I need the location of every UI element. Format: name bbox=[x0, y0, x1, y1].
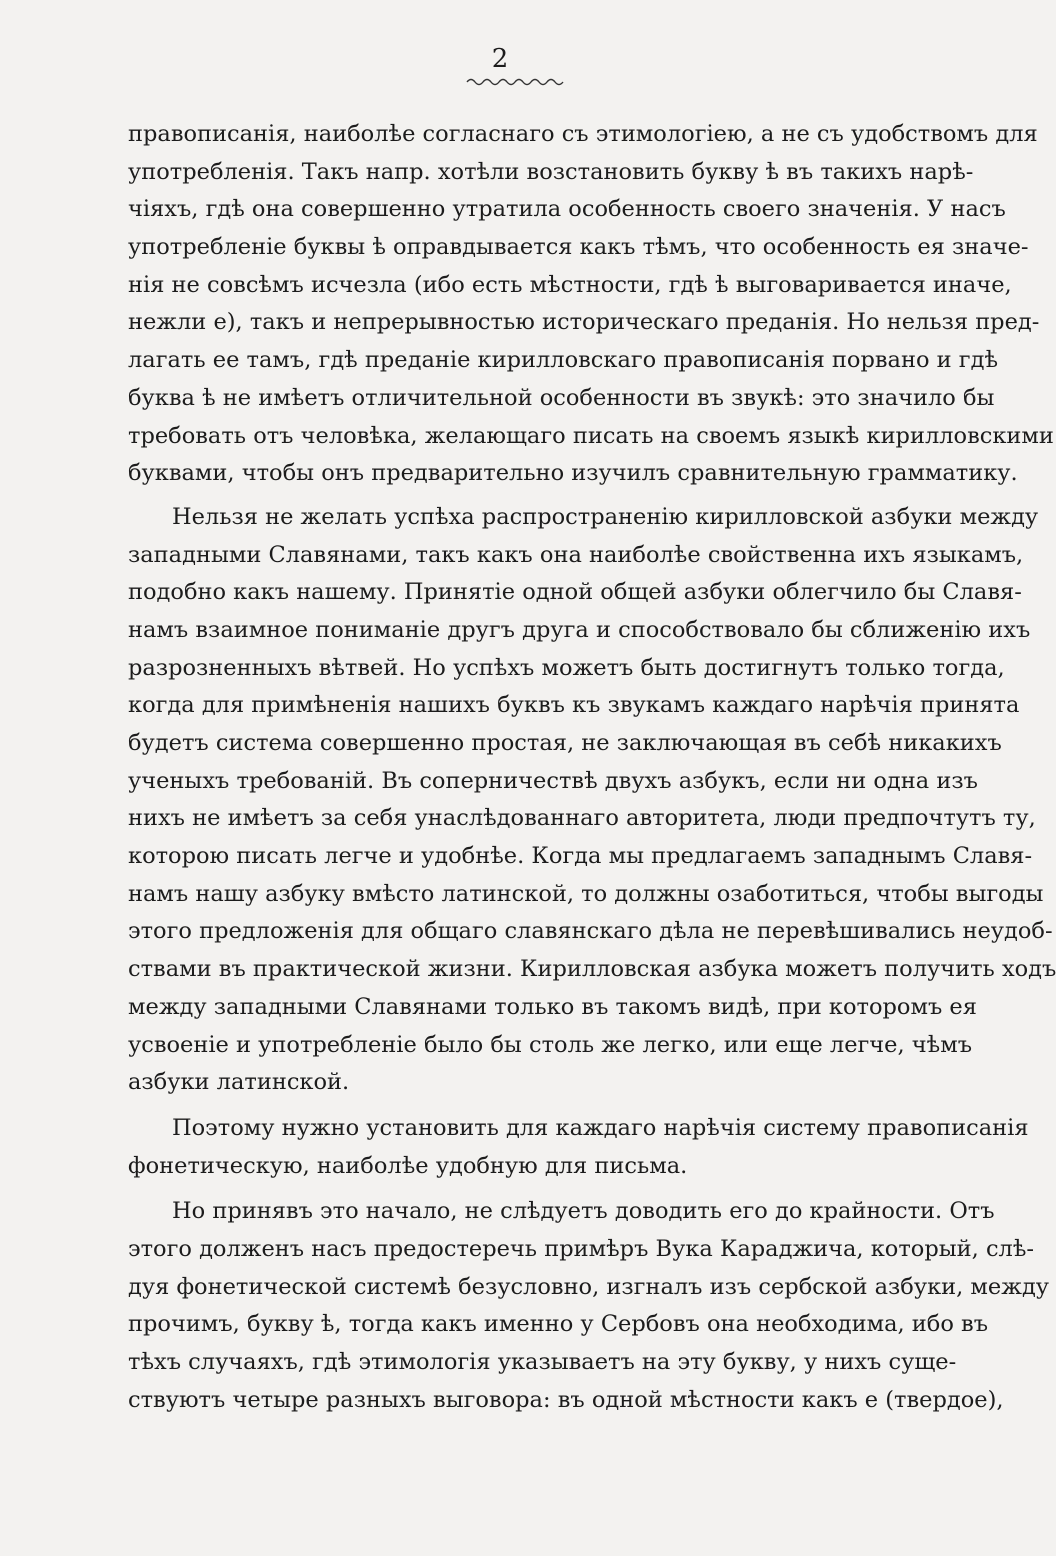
text-line: нежли е), такъ и непрерывностью историческаго преданія. Но нельзя пред- bbox=[128, 309, 1040, 336]
text-line: Поэтому нужно установить для каждаго нарѣчія систему правописанія bbox=[172, 1114, 1029, 1141]
paragraph-3 bbox=[128, 1110, 1029, 1185]
text-line: намъ нашу азбуку вмѣсто латинской, то должны озаботиться, чтобы выгоды bbox=[128, 880, 1044, 907]
text-line: дуя фонетической системѣ безусловно, изгналъ изъ сербской азбуки, между bbox=[128, 1273, 1050, 1300]
text-line: лагать ее тамъ, гдѣ преданіе кирилловскаго правописанія порвано и гдѣ bbox=[128, 347, 999, 374]
page-number: 2 bbox=[491, 44, 509, 74]
text-line: правописанія, наиболѣе согласнаго съ этимологіею, а не съ удобствомъ для bbox=[128, 121, 1038, 147]
text-line: западными Славянами, такъ какъ она наиболѣе свойственна ихъ языкамъ, bbox=[128, 541, 1024, 568]
text-line: этого долженъ насъ предостеречь примѣръ Вука Караджича, который, слѣ- bbox=[128, 1235, 1035, 1262]
text-line: буква ѣ не имѣетъ отличительной особенности въ звукѣ: это значило бы bbox=[128, 384, 995, 411]
paragraph-2 bbox=[128, 499, 1056, 1102]
text-line: употребленіе буквы ѣ оправдывается какъ тѣмъ, что особенность ея значе- bbox=[128, 234, 1029, 261]
text-line: между западными Славянами только въ такомъ видѣ, при которомъ ея bbox=[128, 993, 977, 1020]
body-text bbox=[128, 116, 1056, 1419]
text-line: Нельзя не желать успѣха распространенію кирилловской азбуки между bbox=[172, 503, 1039, 530]
text-line: азбуки латинской. bbox=[128, 1069, 350, 1096]
wavy-ornament-icon bbox=[465, 76, 565, 88]
text-line: которою писать легче и удобнѣе. Когда мы предлагаемъ западнымъ Славя- bbox=[128, 843, 1033, 870]
text-line: ствами въ практической жизни. Кирилловская азбука можетъ получить ходъ bbox=[128, 956, 1056, 983]
paragraph-4 bbox=[128, 1193, 1050, 1419]
text-line: прочимъ, букву ѣ, тогда какъ именно у Сербовъ она необходима, ибо въ bbox=[128, 1311, 989, 1338]
text-line: разрозненныхъ вѣтвей. Но успѣхъ можетъ быть достигнутъ только тогда, bbox=[128, 654, 1005, 681]
text-line: ствуютъ четыре разныхъ выговора: въ одной мѣстности какъ е (твердое), bbox=[128, 1386, 1004, 1413]
text-line: чіяхъ, гдѣ она совершенно утратила особенность своего значенія. У насъ bbox=[128, 196, 1006, 223]
text-line: буквами, чтобы онъ предварительно изучилъ сравнительную грамматику. bbox=[128, 460, 1018, 487]
text-line: употребленія. Такъ напр. хотѣли возстановить букву ѣ въ такихъ нарѣ- bbox=[128, 158, 974, 185]
paragraph-1 bbox=[128, 116, 1054, 493]
text-line: этого предложенія для общаго славянскаго дѣла не перевѣшивались неудоб- bbox=[128, 918, 1053, 945]
text-line: нихъ не имѣетъ за себя унаслѣдованнаго авторитета, люди предпочтутъ ту, bbox=[128, 805, 1036, 832]
text-line: усвоеніе и употребленіе было бы столь же легко, или еще легче, чѣмъ bbox=[128, 1031, 973, 1058]
text-line: требовать отъ человѣка, желающаго писать на своемъ языкѣ кирилловскими bbox=[128, 422, 1054, 449]
text-line: тѣхъ случаяхъ, гдѣ этимологія указываетъ на эту букву, у нихъ суще- bbox=[128, 1349, 957, 1375]
text-line: фонетическую, наиболѣе удобную для письма. bbox=[128, 1152, 688, 1179]
text-line: нія не совсѣмъ исчезла (ибо есть мѣстности, гдѣ ѣ выговаривается иначе, bbox=[128, 271, 1012, 298]
text-line: Но принявъ это начало, не слѣдуетъ доводить его до крайности. Отъ bbox=[172, 1198, 995, 1225]
text-line: будетъ система совершенно простая, не заключающая въ себѣ никакихъ bbox=[128, 730, 1002, 756]
text-line: когда для примѣненія нашихъ буквъ къ звукамъ каждаго нарѣчія принята bbox=[128, 692, 1020, 719]
text-line: намъ взаимное пониманіе другъ друга и способствовало бы сближенію ихъ bbox=[128, 616, 1031, 643]
text-line: подобно какъ нашему. Принятіе одной общей азбуки облегчило бы Славя- bbox=[128, 579, 1022, 606]
text-line: ученыхъ требованій. Въ соперничествѣ двухъ азбукъ, если ни одна изъ bbox=[128, 767, 978, 794]
